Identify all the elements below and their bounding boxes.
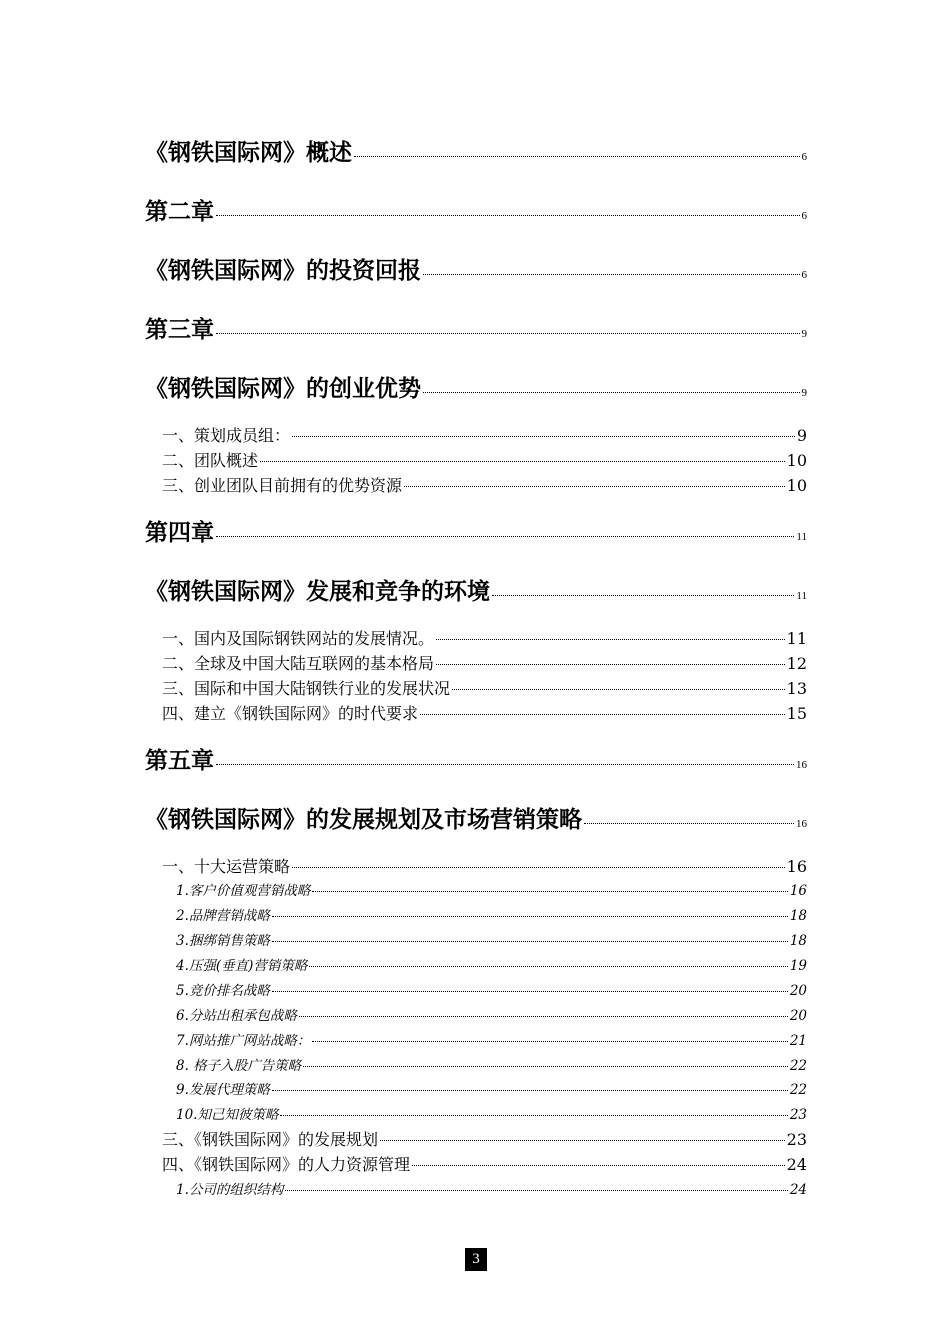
toc-page: 22 bbox=[789, 1082, 807, 1098]
toc-entry[interactable] bbox=[145, 134, 807, 167]
toc-page: 16 bbox=[796, 759, 807, 771]
page-number: 3 bbox=[465, 1248, 487, 1271]
toc-title: 8. 格子入股广告策略 bbox=[176, 1058, 302, 1074]
toc-entry[interactable] bbox=[145, 252, 807, 285]
toc-title: 一、策划成员组： bbox=[162, 426, 291, 445]
toc-entry[interactable] bbox=[162, 473, 807, 496]
toc-entry[interactable] bbox=[176, 1004, 807, 1024]
toc-title: 三、《钢铁国际网》的发展规划 bbox=[162, 1130, 379, 1149]
dot-leader bbox=[423, 392, 800, 393]
toc-title: 6.分站出租承包战略 bbox=[176, 1008, 297, 1024]
dot-leader bbox=[380, 1140, 785, 1141]
toc-page: 24 bbox=[786, 1155, 807, 1174]
dot-leader bbox=[216, 333, 800, 334]
toc-entry[interactable] bbox=[162, 448, 807, 471]
toc-page: 6 bbox=[801, 210, 807, 222]
toc-entry[interactable] bbox=[176, 904, 807, 924]
toc-page: 9 bbox=[796, 426, 807, 445]
dot-leader bbox=[292, 867, 785, 868]
toc-page: 9 bbox=[801, 387, 807, 399]
toc-entry[interactable] bbox=[145, 801, 807, 834]
dot-leader bbox=[272, 1090, 788, 1091]
dot-leader bbox=[423, 274, 800, 275]
dot-leader bbox=[312, 1041, 787, 1042]
toc-title: 3.捆绑销售策略 bbox=[176, 933, 270, 949]
toc-page: 16 bbox=[796, 818, 807, 830]
toc-entry[interactable] bbox=[145, 370, 807, 403]
toc-entry[interactable] bbox=[176, 979, 807, 999]
toc-entry[interactable] bbox=[176, 1178, 807, 1198]
dot-leader bbox=[299, 1016, 788, 1017]
dot-leader bbox=[354, 156, 800, 157]
dot-leader bbox=[404, 486, 785, 487]
toc-title: 三、国际和中国大陆钢铁行业的发展状况 bbox=[162, 679, 451, 698]
toc-title: 《钢铁国际网》概述 bbox=[145, 140, 352, 166]
dot-leader bbox=[216, 215, 800, 216]
toc-page: 16 bbox=[786, 857, 807, 876]
toc-page: 11 bbox=[796, 590, 807, 602]
toc-page: 20 bbox=[789, 983, 807, 999]
dot-leader bbox=[292, 436, 795, 437]
toc-title: 二、团队概述 bbox=[162, 451, 259, 470]
toc-title: 《钢铁国际网》的投资回报 bbox=[145, 258, 421, 284]
dot-leader bbox=[260, 461, 785, 462]
toc-entry[interactable] bbox=[162, 1152, 807, 1175]
toc-title: 第五章 bbox=[145, 748, 214, 774]
dot-leader bbox=[272, 991, 788, 992]
toc-title: 一、国内及国际钢铁网站的发展情况。 bbox=[162, 629, 435, 648]
toc-title: 《钢铁国际网》的创业优势 bbox=[145, 376, 421, 402]
toc-entry[interactable] bbox=[162, 626, 807, 649]
toc-title: 一、十大运营策略 bbox=[162, 857, 291, 876]
toc-page: 10 bbox=[786, 451, 807, 470]
toc-entry[interactable] bbox=[145, 311, 807, 344]
toc-page: 21 bbox=[789, 1033, 807, 1049]
toc-title: 9.发展代理策略 bbox=[176, 1082, 270, 1098]
dot-leader bbox=[272, 941, 788, 942]
dot-leader bbox=[452, 689, 785, 690]
toc-entry[interactable] bbox=[176, 1029, 807, 1049]
toc-page: 10 bbox=[786, 476, 807, 495]
toc-page: 22 bbox=[789, 1058, 807, 1074]
toc-entry[interactable] bbox=[162, 423, 807, 446]
toc-page: 11 bbox=[796, 531, 807, 543]
toc-entry[interactable] bbox=[176, 1103, 807, 1123]
toc-entry[interactable] bbox=[145, 193, 807, 226]
dot-leader bbox=[492, 595, 794, 596]
toc-title: 第二章 bbox=[145, 199, 214, 225]
toc-page: 6 bbox=[801, 269, 807, 281]
toc-title: 2.品牌营销战略 bbox=[176, 908, 270, 924]
toc-title: 7.网站推广网站战略： bbox=[176, 1033, 311, 1049]
toc-entry[interactable] bbox=[162, 1127, 807, 1150]
toc-page: 19 bbox=[789, 958, 807, 974]
dot-leader bbox=[303, 1066, 788, 1067]
toc-entry[interactable] bbox=[162, 676, 807, 699]
toc-page: 12 bbox=[786, 654, 807, 673]
toc-title: 1.公司的组织结构 bbox=[176, 1182, 284, 1198]
toc-page: 11 bbox=[786, 629, 807, 648]
toc-page: 24 bbox=[789, 1182, 807, 1198]
toc-entry[interactable] bbox=[162, 701, 807, 724]
dot-leader bbox=[285, 1190, 787, 1191]
dot-leader bbox=[312, 891, 787, 892]
toc-page: 18 bbox=[789, 908, 807, 924]
toc-entry[interactable] bbox=[162, 854, 807, 877]
dot-leader bbox=[280, 1115, 787, 1116]
toc-title: 第三章 bbox=[145, 317, 214, 343]
toc-entry[interactable] bbox=[145, 514, 807, 547]
toc-title: 1.客户价值观营销战略 bbox=[176, 883, 311, 899]
dot-leader bbox=[584, 823, 794, 824]
toc-title: 10.知己知彼策略 bbox=[176, 1107, 279, 1123]
toc-entry[interactable] bbox=[176, 929, 807, 949]
toc-title: 4.压强(垂直)营销策略 bbox=[176, 958, 308, 974]
toc-title: 四、《钢铁国际网》的人力资源管理 bbox=[162, 1155, 411, 1174]
dot-leader bbox=[420, 714, 785, 715]
toc-title: 《钢铁国际网》发展和竞争的环境 bbox=[145, 579, 490, 605]
toc-title: 二、全球及中国大陆互联网的基本格局 bbox=[162, 654, 435, 673]
toc-entry[interactable] bbox=[176, 954, 807, 974]
toc-page: 23 bbox=[789, 1107, 807, 1123]
toc-page: 16 bbox=[789, 883, 807, 899]
toc-page: 13 bbox=[786, 679, 807, 698]
toc-page: 23 bbox=[786, 1130, 807, 1149]
toc-title: 三、创业团队目前拥有的优势资源 bbox=[162, 476, 403, 495]
toc-title: 第四章 bbox=[145, 520, 214, 546]
dot-leader bbox=[272, 916, 788, 917]
toc-page: 20 bbox=[789, 1008, 807, 1024]
toc-title: 四、建立《钢铁国际网》的时代要求 bbox=[162, 704, 419, 723]
dot-leader bbox=[436, 639, 785, 640]
toc-title: 《钢铁国际网》的发展规划及市场营销策略 bbox=[145, 807, 582, 833]
toc-entry[interactable] bbox=[176, 1078, 807, 1098]
dot-leader bbox=[436, 664, 785, 665]
toc-page: 9 bbox=[801, 328, 807, 340]
dot-leader bbox=[216, 764, 794, 765]
toc-page: 6 bbox=[801, 151, 807, 163]
dot-leader bbox=[216, 536, 794, 537]
toc-entry[interactable] bbox=[145, 742, 807, 775]
dot-leader bbox=[309, 966, 787, 967]
toc-page: 15 bbox=[786, 704, 807, 723]
dot-leader bbox=[412, 1165, 785, 1166]
toc-entry[interactable] bbox=[176, 879, 807, 899]
toc-page: 18 bbox=[789, 933, 807, 949]
toc-entry[interactable] bbox=[176, 1054, 807, 1074]
toc-title: 5.竞价排名战略 bbox=[176, 983, 270, 999]
toc-entry[interactable] bbox=[145, 573, 807, 606]
toc-entry[interactable] bbox=[162, 651, 807, 674]
